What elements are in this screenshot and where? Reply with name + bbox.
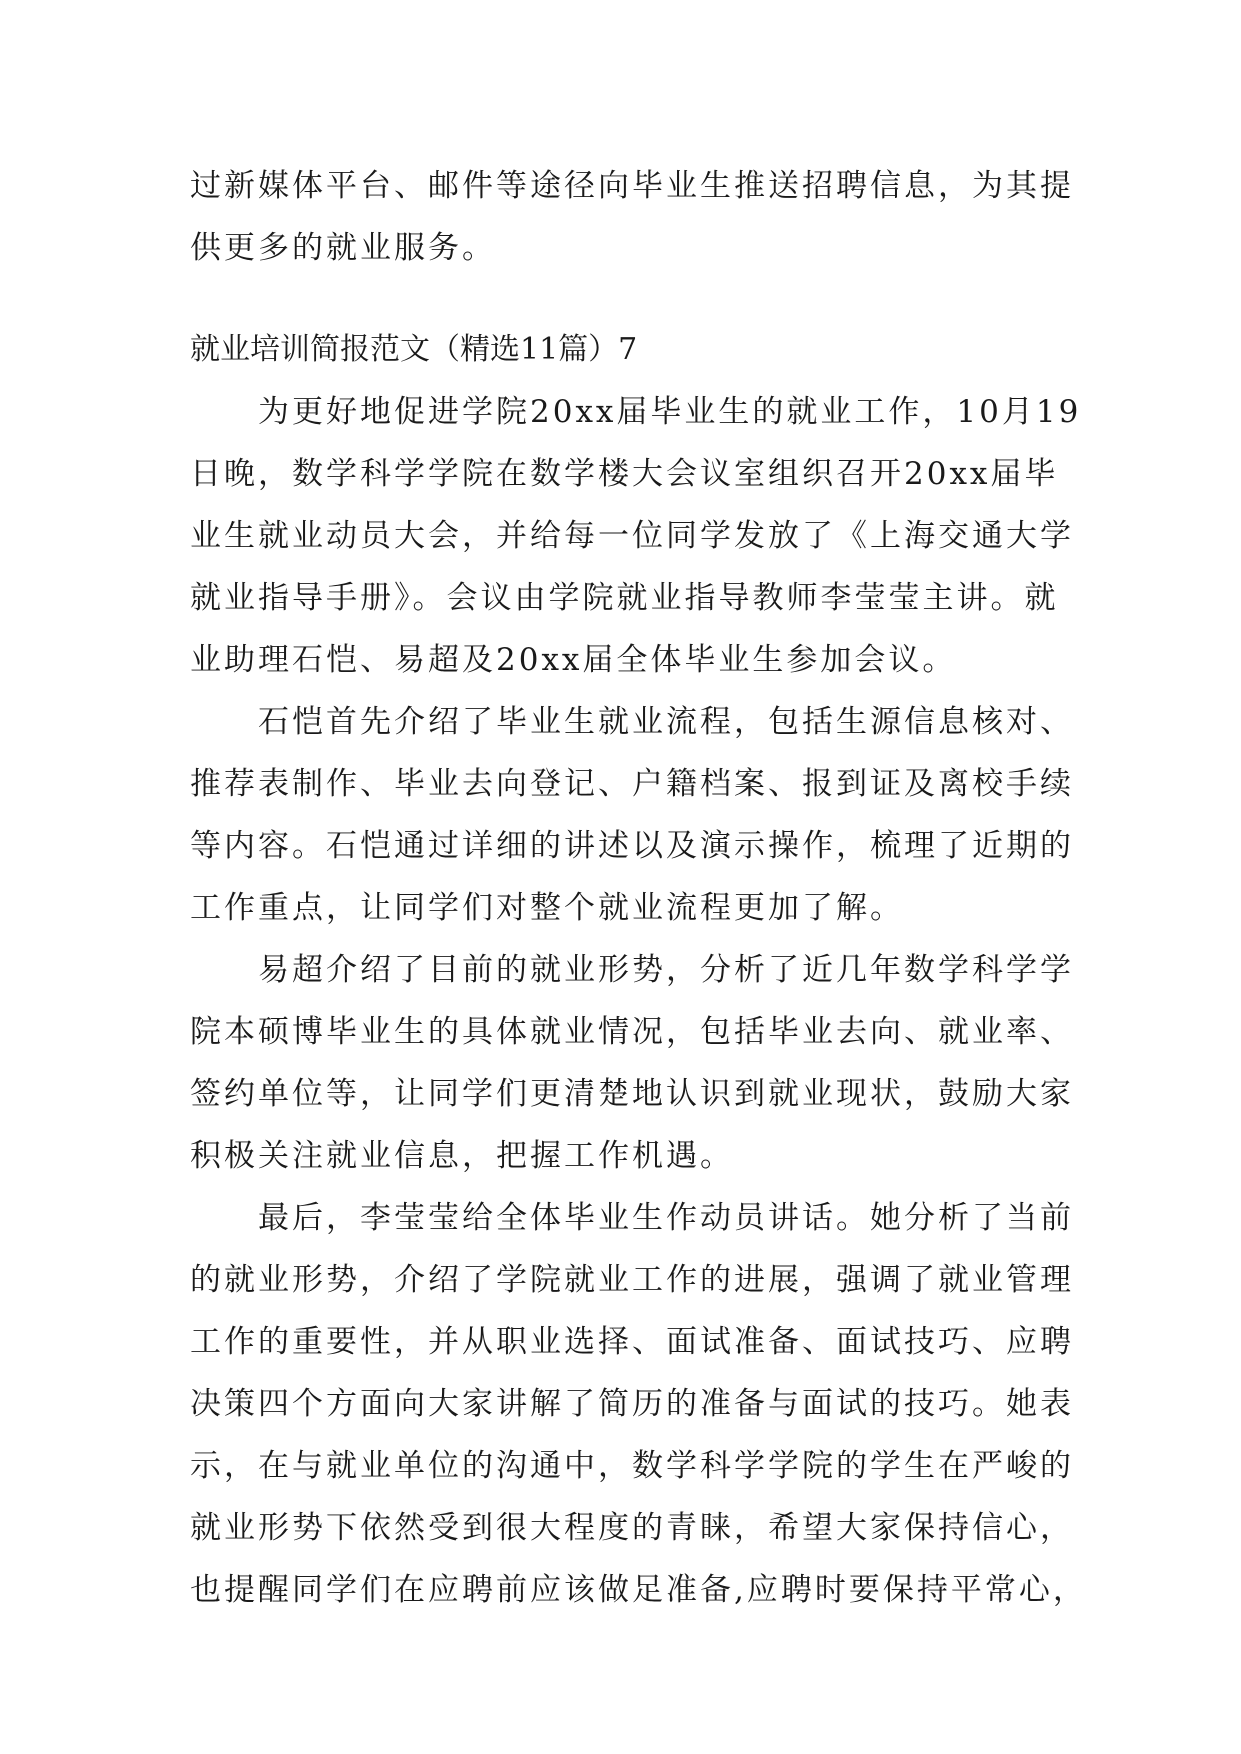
text-line: 供更多的就业服务。 bbox=[190, 230, 496, 266]
text-line: 最后，李莹莹给全体毕业生作动员讲话。她分析了当前 bbox=[190, 1200, 1074, 1236]
text-line: 业助理石恺、易超及20xx届全体毕业生参加会议。 bbox=[190, 642, 957, 678]
document-page bbox=[190, 155, 1087, 1621]
text-line: 过新媒体平台、邮件等途径向毕业生推送招聘信息，为其提 bbox=[190, 168, 1074, 204]
text-line: 工作的重要性，并从职业选择、面试准备、面试技巧、应聘 bbox=[190, 1324, 1074, 1360]
intro-paragraph bbox=[190, 155, 1074, 279]
text-line: 日晚，数学科学学院在数学楼大会议室组织召开20xx届毕 bbox=[190, 456, 1059, 492]
section-title: 就业培训简报范文（精选11篇）7 bbox=[190, 332, 638, 367]
text-line: 示，在与就业单位的沟通中，数学科学学院的学生在严峻的 bbox=[190, 1448, 1074, 1484]
text-line: 工作重点，让同学们对整个就业流程更加了解。 bbox=[190, 890, 904, 926]
text-line: 业生就业动员大会，并给每一位同学发放了《上海交通大学 bbox=[190, 518, 1074, 554]
text-line: 积极关注就业信息，把握工作机遇。 bbox=[190, 1138, 734, 1174]
text-line: 就业形势下依然受到很大程度的青睐，希望大家保持信心， bbox=[190, 1510, 1074, 1546]
section-spacer bbox=[190, 279, 1050, 319]
body-text bbox=[190, 381, 1087, 1621]
text-line: 石恺首先介绍了毕业生就业流程，包括生源信息核对、 bbox=[190, 704, 1074, 740]
text-line: 决策四个方面向大家讲解了简历的准备与面试的技巧。她表 bbox=[190, 1386, 1074, 1422]
text-line: 推荐表制作、毕业去向登记、户籍档案、报到证及离校手续 bbox=[190, 766, 1074, 802]
text-line: 签约单位等，让同学们更清楚地认识到就业现状，鼓励大家 bbox=[190, 1076, 1074, 1112]
text-line: 的就业形势，介绍了学院就业工作的进展，强调了就业管理 bbox=[190, 1262, 1074, 1298]
text-line: 易超介绍了目前的就业形势，分析了近几年数学科学学 bbox=[190, 952, 1074, 988]
text-line: 就业指导手册》。会议由学院就业指导教师李莹莹主讲。就 bbox=[190, 580, 1059, 616]
text-line: 等内容。石恺通过详细的讲述以及演示操作，梳理了近期的 bbox=[190, 828, 1074, 864]
text-line: 院本硕博毕业生的具体就业情况，包括毕业去向、就业率、 bbox=[190, 1014, 1074, 1050]
text-line: 也提醒同学们在应聘前应该做足准备,应聘时要保持平常心， bbox=[190, 1572, 1087, 1608]
text-line: 为更好地促进学院20xx届毕业生的就业工作，10月19 bbox=[190, 394, 1082, 430]
